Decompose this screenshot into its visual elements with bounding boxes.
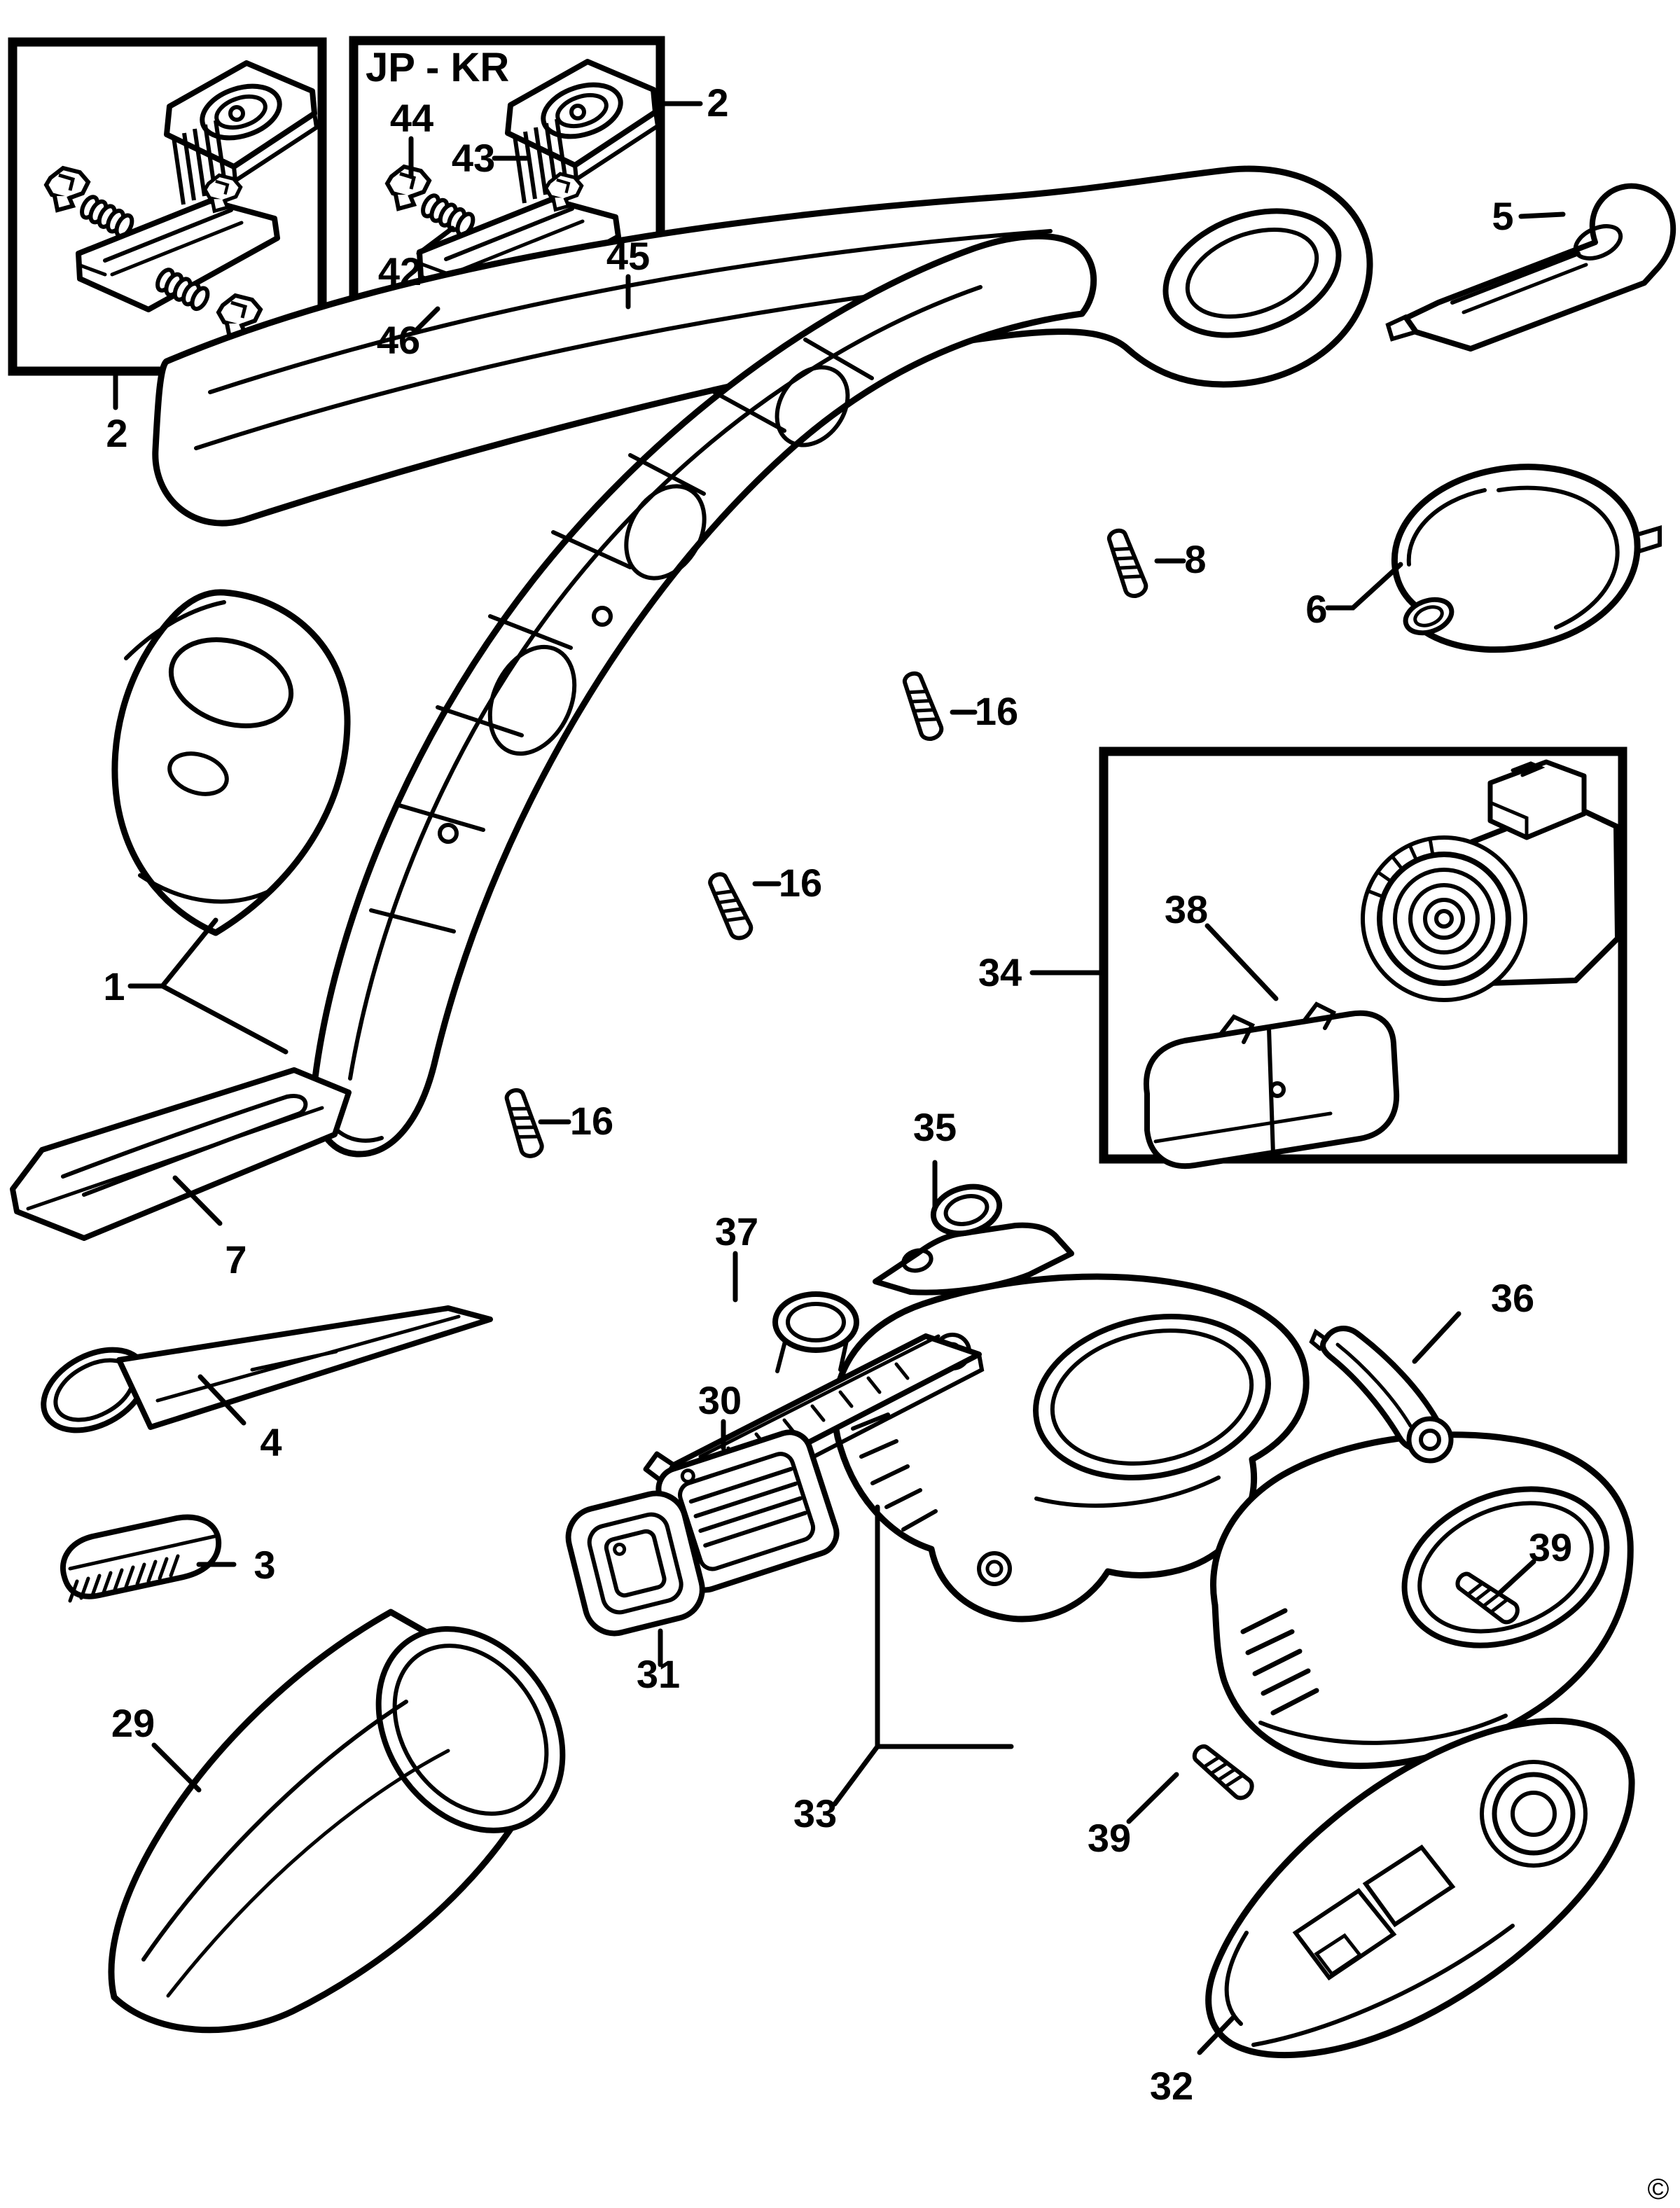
part-33-bowl-drawing xyxy=(1213,1435,1630,1766)
callout-8: 8 xyxy=(1184,537,1207,581)
callout-7: 7 xyxy=(225,1237,247,1282)
callout-16b: 16 xyxy=(778,861,823,905)
callout-44: 44 xyxy=(389,96,434,140)
part-38-battery-drawing xyxy=(1146,1004,1396,1166)
callout-43: 43 xyxy=(451,136,496,180)
part-7-drawing xyxy=(13,1070,349,1238)
callout-5: 5 xyxy=(1492,194,1514,238)
callout-2-jpkr: 2 xyxy=(707,81,729,125)
leader-6 xyxy=(1328,564,1401,608)
callout-6: 6 xyxy=(1305,587,1328,631)
leader-38 xyxy=(1207,926,1276,999)
callout-16c: 16 xyxy=(569,1099,614,1143)
part-32-drawing xyxy=(1209,1721,1632,2055)
part-6-drawing xyxy=(1394,467,1660,650)
part-8-screw-drawing xyxy=(1105,528,1148,599)
copyright-icon: © xyxy=(1647,2172,1669,2205)
callout-38: 38 xyxy=(1164,887,1209,931)
callout-35: 35 xyxy=(912,1105,957,1149)
callout-3: 3 xyxy=(254,1543,276,1587)
callout-39a: 39 xyxy=(1528,1525,1573,1569)
part-5-drawing xyxy=(1388,186,1673,349)
callout-2-left: 2 xyxy=(106,411,128,455)
callout-1: 1 xyxy=(103,964,125,1008)
part-motor-drawing xyxy=(1363,762,1618,1000)
part-16a-screw-drawing xyxy=(901,671,943,742)
callout-32: 32 xyxy=(1149,2064,1194,2108)
callout-46: 46 xyxy=(376,318,421,362)
callout-42: 42 xyxy=(377,249,422,293)
part-3-drawing xyxy=(63,1518,218,1601)
part-39b-screw-drawing xyxy=(1190,1742,1256,1801)
callout-39b: 39 xyxy=(1087,1816,1132,1860)
callout-33: 33 xyxy=(793,1791,838,1835)
callout-45: 45 xyxy=(606,234,651,278)
leader-36 xyxy=(1415,1314,1459,1361)
callout-37: 37 xyxy=(714,1209,759,1254)
inset-region-label: JP - KR xyxy=(366,45,510,90)
callout-31: 31 xyxy=(636,1652,681,1696)
callout-34: 34 xyxy=(978,950,1022,994)
part-29-drawing xyxy=(111,1593,601,2029)
part-1-end-cap-drawing xyxy=(115,592,347,933)
part-16c-screw-drawing xyxy=(503,1088,544,1159)
part-35-latch-drawing xyxy=(875,1180,1071,1293)
callout-30: 30 xyxy=(697,1378,742,1422)
leader-29 xyxy=(154,1745,199,1790)
callout-29: 29 xyxy=(111,1701,155,1745)
callout-36: 36 xyxy=(1490,1276,1535,1320)
leader-5 xyxy=(1521,214,1563,216)
leader-1 xyxy=(130,920,286,1052)
latch-kit-drawing xyxy=(46,63,317,338)
leader-39b xyxy=(1129,1775,1176,1821)
callout-16a: 16 xyxy=(974,689,1019,733)
part-16b-screw-drawing xyxy=(706,871,754,942)
callout-4: 4 xyxy=(260,1420,282,1464)
inset-box-motor xyxy=(1104,751,1623,1166)
